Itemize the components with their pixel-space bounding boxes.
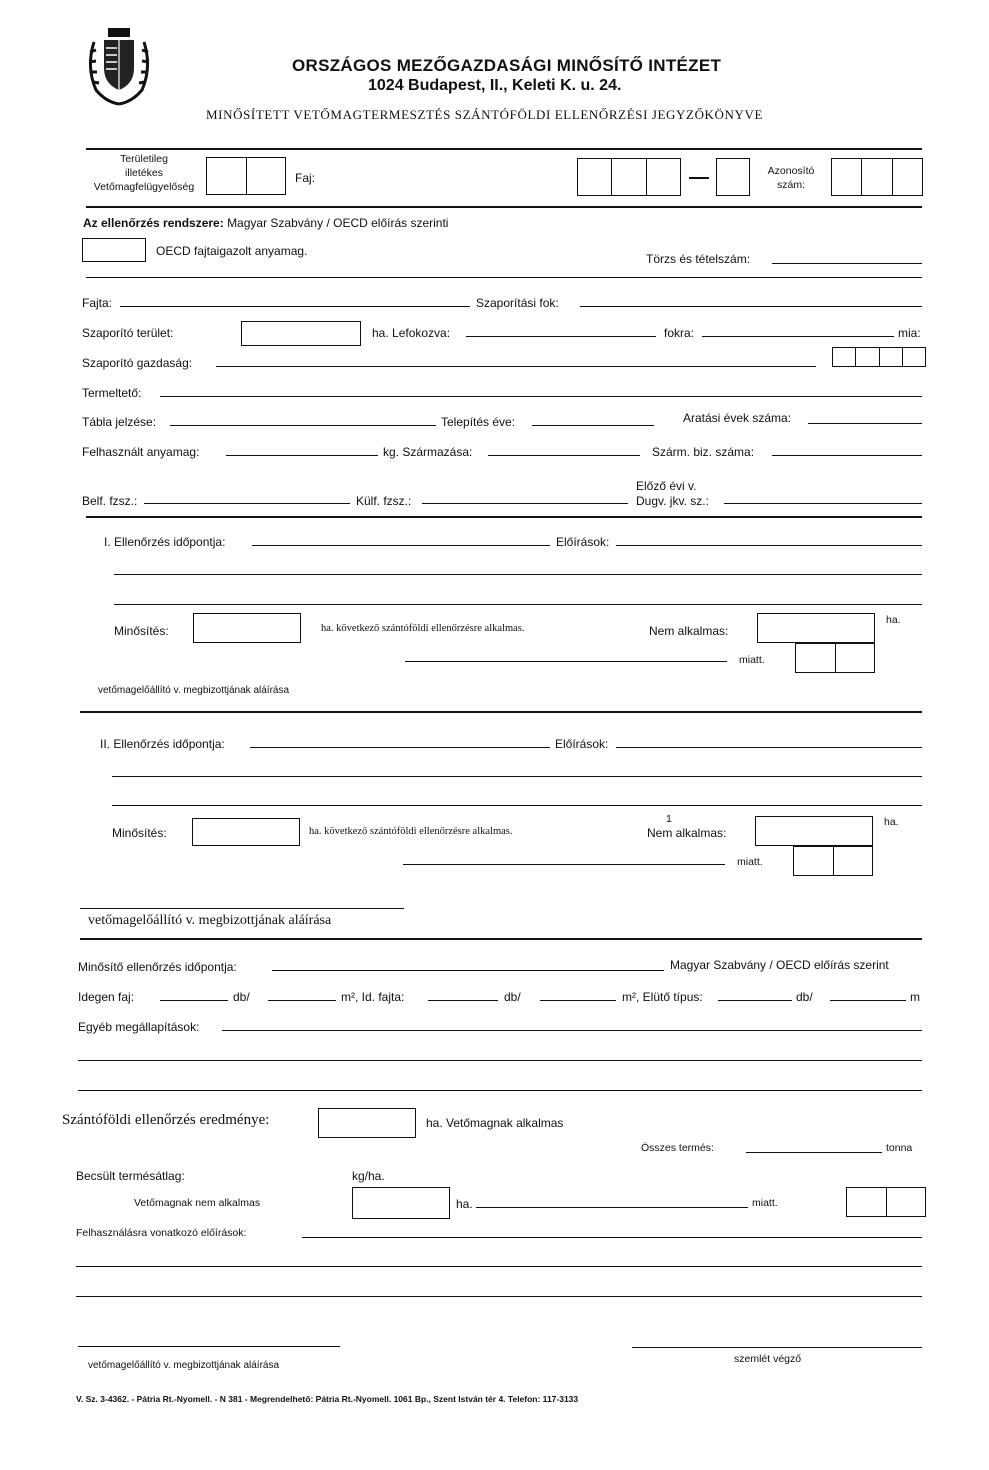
not-suitable-due: miatt. [752,1197,778,1209]
usage-rules-input[interactable] [302,1237,922,1238]
other-line-1 [78,1060,922,1061]
species-code-cells[interactable] [577,158,681,196]
other-findings-input[interactable] [222,1030,922,1031]
dash [689,177,709,179]
ha-downgraded-label: ha. Lefokozva: [372,326,451,340]
origin-input[interactable] [488,455,640,456]
harvest-years-input[interactable] [808,423,922,424]
inspection2-mark: 1 [666,813,672,825]
not-suitable-reason-input[interactable] [476,1207,748,1208]
institute-address: 1024 Budapest, II., Keleti K. u. 24. [368,77,622,94]
institute-name: ORSZÁGOS MEZŐGAZDASÁGI MINŐSÍTŐ INTÉZET [292,56,722,75]
producer-signature: vetőmagelőállító v. megbizottjának aláírása [88,1360,280,1371]
inspection2-unfit-label: Nem alkalmas: [647,826,727,840]
qualifying-date-label: Minősítő ellenőrzés időpontja: [78,960,237,974]
plant-year-input[interactable] [532,425,654,426]
authority-code-cells[interactable] [206,157,286,195]
prev-year-label: Előző évi v. [636,479,697,493]
foreign-species-label: Idegen faj: [78,990,135,1004]
inspection1-date-label: I. Ellenőrzés időpontja: [104,535,226,549]
inspection2-rules-input[interactable] [616,747,922,748]
downgraded-input[interactable] [466,336,656,337]
inspection2-due-cells[interactable] [793,846,873,876]
kgha-label: kg/ha. [352,1169,385,1183]
tonnes-label: tonna [886,1142,913,1154]
inspection1-rules-label: Előírások: [556,535,610,549]
header-divider [86,148,922,150]
farm-label: Szaporító gazdaság: [82,356,193,370]
prop-degree-label: Szaporítási fok: [476,296,559,310]
farm-input[interactable] [216,366,816,367]
variety-label: Fajta: [82,296,113,310]
domestic-input[interactable] [144,503,350,504]
inspection1-reason-input[interactable] [405,661,727,662]
inspection2-line-1 [112,776,922,777]
inspection2-rating-box[interactable] [192,818,300,846]
material-input[interactable] [226,455,378,456]
prev-year-doc-input[interactable] [724,503,922,504]
system-line: Az ellenőrzés rendszere: Magyar Szabvány / OECD előírás szerinti [83,216,449,230]
inspection2-unfit-box[interactable] [755,816,873,846]
inspection1-date-input[interactable] [252,545,550,546]
kg-origin-label: kg. Származása: [383,445,473,459]
inspection2-ha: ha. [884,816,899,828]
result-ha-suitable: ha. Vetőmagnak alkalmas [426,1116,564,1130]
inspection1-due-cells[interactable] [795,643,875,673]
inspection1-divider [80,711,922,713]
inspection2-divider [80,938,922,940]
not-suitable-ha: ha. [456,1197,473,1211]
prop-area-box[interactable] [241,321,361,346]
fields-divider [86,516,922,518]
inspector-signature-line [632,1347,922,1348]
producer-signature-line [78,1346,340,1347]
qualifying-date-input[interactable] [272,970,664,971]
m2-offtype-label: m², Elütő típus: [622,990,703,1004]
inspection2-reason-input[interactable] [403,864,725,865]
db3-input[interactable] [830,1000,906,1001]
lot-label: Törzs és tételszám: [646,252,751,266]
m2-variety-label: m², Id. fajta: [341,990,405,1004]
inspection1-unfit-label: Nem alkalmas: [649,624,729,638]
harvest-years-label: Aratási évek száma: [683,411,792,425]
prop-area-label: Szaporító terület: [82,326,174,340]
m-label: m [910,990,920,1004]
db2-label: db/ [504,990,521,1004]
producer-input[interactable] [160,396,922,397]
material-label: Felhasznált anyamag: [82,445,200,459]
domestic-label: Belf. fzsz.: [82,494,138,508]
inspection2-rating-label: Minősítés: [112,826,167,840]
offtype-input[interactable] [718,1000,792,1001]
inspection1-unfit-box[interactable] [757,613,875,643]
usage-line-2 [76,1296,922,1297]
total-yield-input[interactable] [746,1152,882,1153]
other-findings-label: Egyéb megállapítások: [78,1020,200,1034]
result-title: Szántóföldi ellenőrzés eredménye: [62,1112,270,1128]
db2-input[interactable] [540,1000,616,1001]
inspection1-rules-input[interactable] [616,545,922,546]
form-title: MINŐSÍTETT VETŐMAGTERMESZTÉS SZÁNTÓFÖLDI ELLENŐRZÉSI JEGYZŐKÖNYVE [206,107,764,122]
qualifying-standard: Magyar Szabvány / OECD előírás szerint [670,958,889,972]
db1-label: db/ [233,990,250,1004]
variety-count-input[interactable] [428,1000,498,1001]
prop-degree-input[interactable] [580,306,922,307]
id-number-cells[interactable] [831,158,923,196]
authority-label: Területileg illetékes Vetőmagfelügyelőség [93,153,195,193]
usage-line-1 [76,1266,922,1267]
print-info: V. Sz. 3-4362. - Pátria Rt.-Nyomell. - N 381 - Megrendelhető: Pátria Rt.-Nyomell. 1061 Bp., Szent István tér 4. Telefon: 117-3133 [76,1394,579,1404]
inspection2-line-2 [112,805,922,806]
db1-input[interactable] [268,1000,336,1001]
usage-rules-label: Felhasználásra vonatkozó előírások: [76,1227,247,1239]
plot-label: Tábla jelzése: [82,415,157,429]
inspector-signature: szemlét végző [734,1353,802,1365]
inspection2-date-label: II. Ellenőrzés időpontja: [100,737,225,751]
total-yield-label: Összes termés: [641,1142,714,1154]
oecd-label: OECD fajtaigazolt anyamag. [156,244,308,258]
system-divider [86,277,922,278]
inspection1-rating-label: Minősítés: [114,624,169,638]
inspection2-rules-label: Előírások: [555,737,609,751]
orig-doc-label: Szárm. biz. száma: [652,445,755,459]
inspection2-due-label: miatt. [737,856,763,868]
inspection2-signature: vetőmagelőállító v. megbizottjának aláírása [88,913,332,928]
lot-input[interactable] [772,263,922,264]
id-number-label: Azonosító szám: [767,165,815,191]
inspection1-signature: vetőmagelőállító v. megbizottjának aláírása [98,685,290,696]
orig-doc-input[interactable] [772,455,922,456]
prev-year-doc-label: Dugv. jkv. sz.: [636,494,709,508]
inspection1-due-label: miatt. [739,654,765,666]
oecd-checkbox[interactable] [82,238,146,262]
other-line-2 [78,1090,922,1091]
inspection1-ha: ha. [886,614,901,626]
species-check-cell[interactable] [716,158,750,196]
not-suitable-box[interactable] [352,1187,450,1219]
to-degree-input[interactable] [702,336,894,337]
avg-yield-label: Becsült termésátlag: [76,1169,185,1183]
inspection1-line-1 [114,574,922,575]
species-label: Faj: [295,171,316,185]
because-label: mia: [898,326,921,340]
inspection1-ha-next: ha. következő szántóföldi ellenőrzésre alkalmas. [321,623,525,634]
farm-code-cells[interactable] [832,347,926,367]
not-suitable-label: Vetőmagnak nem alkalmas [134,1197,261,1209]
variety-input[interactable] [120,306,470,307]
inspection1-line-2 [114,604,922,605]
to-degree-label: fokra: [664,326,695,340]
top-divider [86,206,922,208]
plot-input[interactable] [170,425,436,426]
coat-of-arms-icon [84,22,154,106]
foreign-input[interactable] [422,503,628,504]
foreign-species-input[interactable] [160,1000,228,1001]
inspection1-rating-box[interactable] [193,613,301,643]
inspection2-date-input[interactable] [250,747,550,748]
producer-label: Termeltető: [82,386,142,400]
plant-year-label: Telepítés éve: [441,415,516,429]
inspection2-ha-next: ha. következő szántóföldi ellenőrzésre alkalmas. [309,826,513,837]
foreign-label: Külf. fzsz.: [356,494,412,508]
not-suitable-cells[interactable] [846,1187,926,1217]
db3-label: db/ [796,990,813,1004]
inspection2-signature-line [80,908,404,909]
result-suitable-box[interactable] [318,1108,416,1138]
